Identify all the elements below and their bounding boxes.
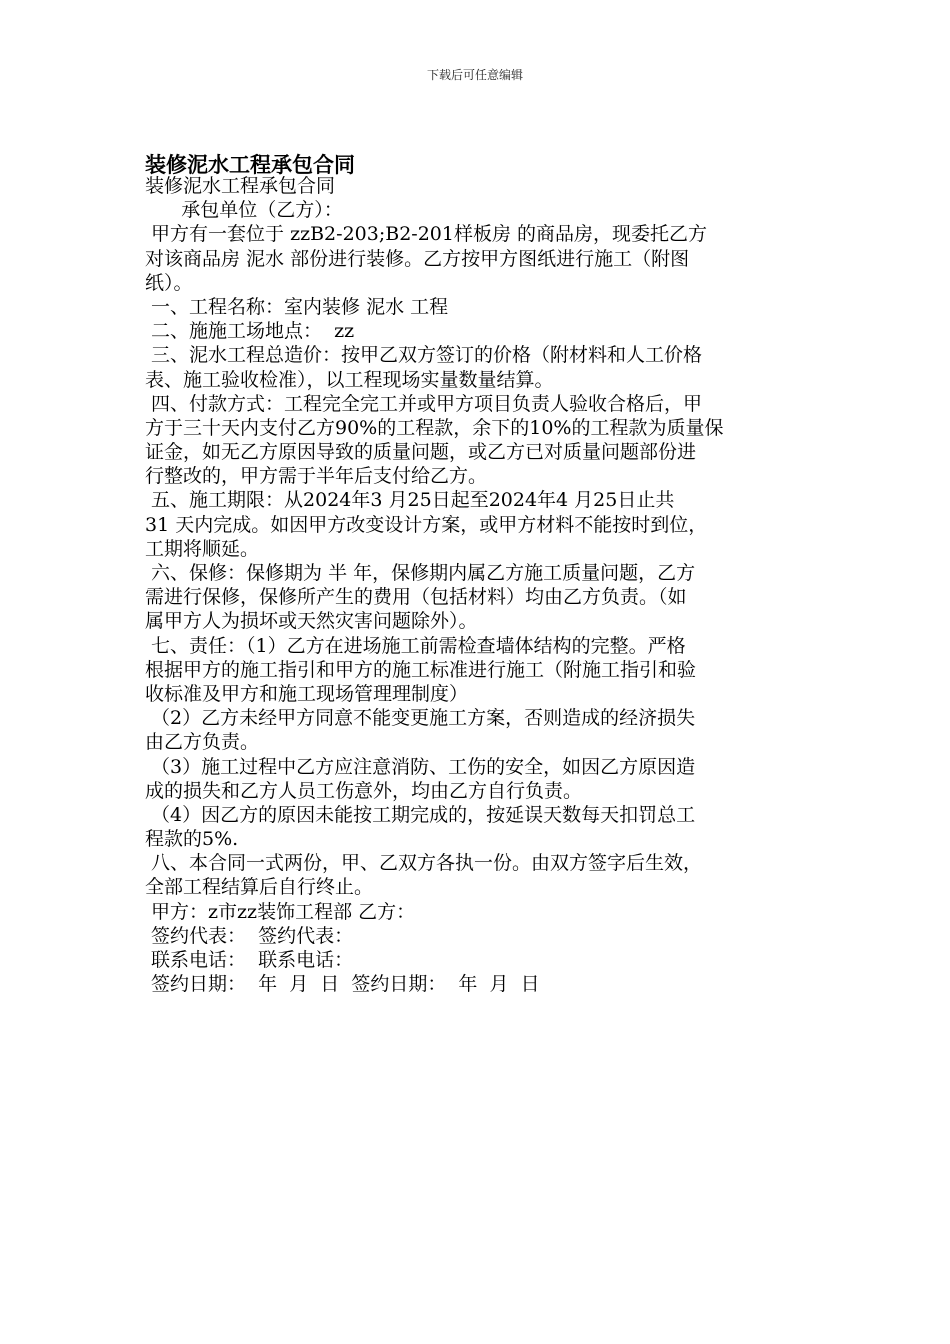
- contract-line: 签约代表： 签约代表：: [145, 924, 354, 947]
- contract-line: 联系电话： 联系电话：: [145, 949, 354, 971]
- contract-line: 表、施工验收检准），以工程现场实量数量结算。: [145, 368, 554, 391]
- contract-line: 行整改的，甲方需于半年后支付给乙方。: [145, 465, 488, 488]
- contract-line: 成的损失和乙方人员工伤意外，均由乙方自行负责。: [145, 779, 583, 802]
- contract-line: 一、工程名称：室内装修 泥水 工程: [145, 295, 449, 318]
- contract-line: 对该商品房 泥水 部份进行装修。乙方按甲方图纸进行施工（附图: [145, 247, 690, 270]
- contract-line: （2）乙方未经甲方同意不能变更施工方案，否则造成的经济损失: [145, 707, 696, 730]
- contract-line: 装修泥水工程承包合同: [145, 175, 336, 197]
- contract-line: 需进行保修，保修所产生的费用（包括材料）均由乙方负责。（如: [145, 586, 687, 609]
- contract-line: 三、泥水工程总造价：按甲乙双方签订的价格（附材料和人工价格: [145, 344, 703, 367]
- contract-line: 承包单位（乙方）：: [145, 199, 343, 222]
- contract-line: 六、保修：保修期为 半 年，保修期内属乙方施工质量问题，乙方: [145, 562, 696, 584]
- document-title: 装修泥水工程承包合同: [145, 153, 355, 177]
- contract-line: 四、付款方式：工程完全完工并或甲方项目负责人验收合格后，甲: [145, 392, 703, 415]
- contract-line: 纸）。: [145, 271, 193, 294]
- contract-line: 方于三十天内支付乙方90%的工程款，余下的10%的工程款为质量保: [145, 416, 724, 439]
- contract-line: 签约日期： 年 月 日 签约日期： 年 月 日: [145, 973, 540, 996]
- contract-line: 属甲方人为损坏或天然灾害问题除外）。: [145, 610, 478, 633]
- contract-line: 五、施工期限：从2024年3 月25日起至2024年4 月25日止共: [145, 489, 675, 512]
- contract-line: 收标准及甲方和施工现场管理理制度）: [145, 682, 469, 705]
- contract-line: 根据甲方的施工指引和甲方的施工标准进行施工（附施工指引和验: [145, 658, 697, 681]
- contract-line: 甲方有一套位于 zzB2-203;B2-201样板房 的商品房，现委托乙方: [145, 223, 708, 246]
- contract-line: 甲方：z市zz装饰工程部 乙方：: [145, 900, 416, 923]
- contract-line: 程款的5%.: [145, 828, 239, 851]
- header-note: 下载后可任意编辑: [426, 68, 523, 82]
- contract-line: 工期将顺延。: [145, 537, 260, 560]
- contract-line: （3）施工过程中乙方应注意消防、工伤的安全，如因乙方原因造: [145, 755, 696, 778]
- contract-line: 31 天内完成。如因甲方改变设计方案，或甲方材料不能按时到位，: [145, 513, 708, 536]
- contract-line: 八、本合同一式两份，甲、乙双方各执一份。由双方签字后生效，: [145, 852, 703, 875]
- contract-line: 二、施施工场地点： zz: [145, 320, 355, 343]
- contract-line: 证金，如无乙方原因导致的质量问题，或乙方已对质量问题部份进: [145, 441, 697, 464]
- contract-line: （4）因乙方的原因未能按工期完成的，按延误天数每天扣罚总工: [145, 803, 696, 826]
- contract-body: [145, 174, 807, 996]
- contract-line: 全部工程结算后自行终止。: [145, 876, 374, 899]
- contract-line: 由乙方负责。: [145, 731, 260, 754]
- contract-line: 七、责任：（1）乙方在进场施工前需检查墙体结构的完整。严格: [145, 634, 686, 657]
